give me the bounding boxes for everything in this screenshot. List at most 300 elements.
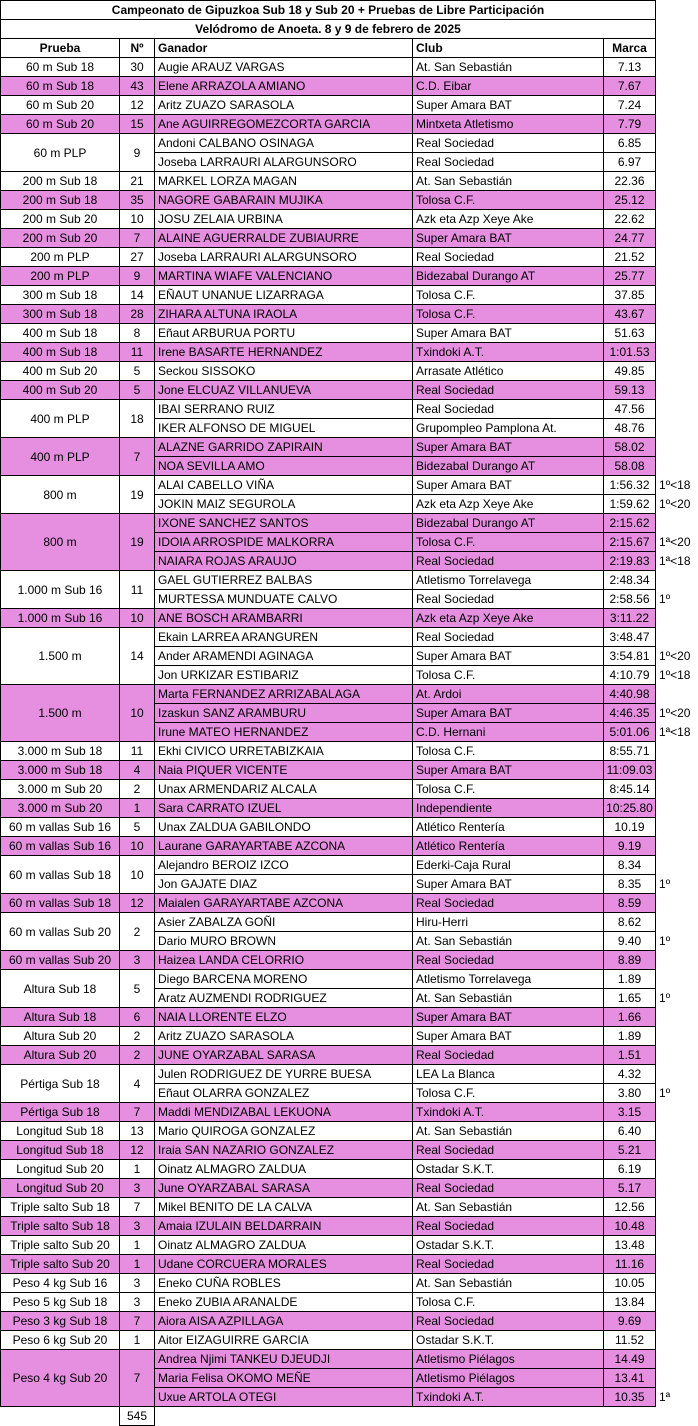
mark-value: 48.76 <box>604 419 656 438</box>
table-row <box>1 1065 698 1084</box>
header-no: Nº <box>120 39 155 58</box>
event-name: 60 m vallas Sub 20 <box>1 913 120 951</box>
winner-name: Laurane GARAYARTABE AZCONA <box>155 837 413 856</box>
winner-name: Jone ELCUAZ VILLANUEVA <box>155 381 413 400</box>
club-name: Hiru-Herri <box>413 913 604 932</box>
event-name: Triple salto Sub 20 <box>1 1236 120 1255</box>
mark-value: 8:45.14 <box>604 780 656 799</box>
mark-value: 11.16 <box>604 1255 656 1274</box>
table-row <box>1 1198 698 1217</box>
mark-value: 2:48.34 <box>604 571 656 590</box>
winner-name: Uxue ARTOLA OTEGI <box>155 1388 413 1407</box>
extra-note <box>656 1312 698 1331</box>
table-row <box>1 229 698 248</box>
winner-name: NAIARA ROJAS ARAUJO <box>155 552 413 571</box>
event-name: 1.500 m <box>1 628 120 685</box>
winner-name: Eñaut OLARRA GONZALEZ <box>155 1084 413 1103</box>
table-row <box>1 362 698 381</box>
extra-note <box>656 210 698 229</box>
header-row <box>1 39 698 58</box>
winner-name: Ekain LARREA ARANGUREN <box>155 628 413 647</box>
winner-name: Irene BASARTE HERNANDEZ <box>155 343 413 362</box>
extra-note: 1ª<18 <box>659 554 691 568</box>
extra-note: 1º <box>659 592 671 606</box>
table-row <box>1 1217 698 1236</box>
participant-count: 9 <box>120 267 155 286</box>
participant-count: 1 <box>120 799 155 818</box>
winner-name: Mario QUIROGA GONZALEZ <box>155 1122 413 1141</box>
mark-value: 59.13 <box>604 381 656 400</box>
winner-name: IDOIA ARROSPIDE MALKORRA <box>155 533 413 552</box>
club-name: Ostadar S.K.T. <box>413 1236 604 1255</box>
club-name: Super Amara BAT <box>413 1027 604 1046</box>
winner-name: NAIA LLORENTE ELZO <box>155 1008 413 1027</box>
winner-name: Andoni CALBANO OSINAGA <box>155 134 413 153</box>
participant-count: 2 <box>120 780 155 799</box>
table-row <box>1 267 698 286</box>
event-name: Altura Sub 18 <box>1 1008 120 1027</box>
participant-count: 12 <box>120 894 155 913</box>
table-row <box>1 894 698 913</box>
mark-value: 2:19.83 <box>604 552 656 571</box>
extra-note <box>656 400 698 419</box>
event-name: 200 m Sub 18 <box>1 191 120 210</box>
extra-note: 1º<20 <box>659 706 691 720</box>
event-name: Longitud Sub 18 <box>1 1122 120 1141</box>
mark-value: 5:01.06 <box>604 723 656 742</box>
participant-count: 11 <box>120 343 155 362</box>
mark-value: 4:46.35 <box>604 704 656 723</box>
mark-value: 6.97 <box>604 153 656 172</box>
winner-name: Eneko ZUBIA ARANALDE <box>155 1293 413 1312</box>
participant-count: 2 <box>120 1027 155 1046</box>
club-name: Super Amara BAT <box>413 438 604 457</box>
participant-count: 5 <box>120 381 155 400</box>
mark-value: 9.69 <box>604 1312 656 1331</box>
winner-name: Irune MATEO HERNANDEZ <box>155 723 413 742</box>
extra-note <box>656 134 698 153</box>
event-name: 200 m Sub 20 <box>1 210 120 229</box>
mark-value: 22.62 <box>604 210 656 229</box>
extra-note: 1º<20 <box>659 497 691 511</box>
extra-note: 1º <box>659 1086 671 1100</box>
event-name: 60 m vallas Sub 16 <box>1 837 120 856</box>
mark-value: 4:40.98 <box>604 685 656 704</box>
event-name: Triple salto Sub 18 <box>1 1198 120 1217</box>
participant-count: 7 <box>120 438 155 476</box>
extra-note: 1º<20 <box>659 649 691 663</box>
table-row <box>1 761 698 780</box>
extra-note: 1º <box>659 991 671 1005</box>
club-name: Grupompleo Pamplona At. <box>413 419 604 438</box>
table-row <box>1 818 698 837</box>
mark-value: 25.12 <box>604 191 656 210</box>
event-name: 400 m PLP <box>1 438 120 476</box>
table-row <box>1 1122 698 1141</box>
winner-name: Eneko CUÑA ROBLES <box>155 1274 413 1293</box>
participant-count: 7 <box>120 1103 155 1122</box>
mark-value: 13.41 <box>604 1369 656 1388</box>
table-row <box>1 628 698 647</box>
club-name: Real Sociedad <box>413 153 604 172</box>
event-name: 3.000 m Sub 18 <box>1 761 120 780</box>
club-name: Azk eta Azp Xeye Ake <box>413 210 604 229</box>
event-name: Peso 5 kg Sub 18 <box>1 1293 120 1312</box>
winner-name: Asier ZABALZA GOÑI <box>155 913 413 932</box>
mark-value: 7.13 <box>604 58 656 77</box>
event-name: Peso 6 kg Sub 20 <box>1 1331 120 1350</box>
club-name: Real Sociedad <box>413 1312 604 1331</box>
participant-count: 15 <box>120 115 155 134</box>
table-row <box>1 856 698 875</box>
winner-name: Sara CARRATO IZUEL <box>155 799 413 818</box>
participant-count: 35 <box>120 191 155 210</box>
event-name: 60 m Sub 18 <box>1 58 120 77</box>
mark-value: 10.48 <box>604 1217 656 1236</box>
participant-count: 8 <box>120 324 155 343</box>
event-name: 1.000 m Sub 16 <box>1 571 120 609</box>
club-name: At. San Sebastián <box>413 172 604 191</box>
participant-count: 10 <box>120 210 155 229</box>
winner-name: ZIHARA ALTUNA IRAOLA <box>155 305 413 324</box>
mark-value: 13.48 <box>604 1236 656 1255</box>
table-row <box>1 685 698 704</box>
event-name: 60 m Sub 18 <box>1 77 120 96</box>
winner-name: Joseba LARRAURI ALARGUNSORO <box>155 153 413 172</box>
club-name: At. San Sebastián <box>413 1198 604 1217</box>
mark-value: 7.67 <box>604 77 656 96</box>
club-name: Real Sociedad <box>413 1141 604 1160</box>
mark-value: 4.32 <box>604 1065 656 1084</box>
event-name: 60 m Sub 20 <box>1 96 120 115</box>
participant-count: 21 <box>120 172 155 191</box>
event-name: Peso 4 kg Sub 20 <box>1 1350 120 1407</box>
participant-count: 10 <box>120 856 155 894</box>
extra-note: 1º <box>659 934 671 948</box>
event-name: 400 m Sub 18 <box>1 324 120 343</box>
extra-note <box>656 514 698 533</box>
winner-name: Marta FERNANDEZ ARRIZABALAGA <box>155 685 413 704</box>
participant-count: 4 <box>120 1065 155 1103</box>
event-name: 200 m PLP <box>1 248 120 267</box>
club-name: Atletismo Torrelavega <box>413 571 604 590</box>
header-prueba: Prueba <box>1 39 120 58</box>
extra-note <box>656 1141 698 1160</box>
mark-value: 5.21 <box>604 1141 656 1160</box>
extra-note <box>656 780 698 799</box>
extra-note <box>656 1179 698 1198</box>
table-row <box>1 343 698 362</box>
extra-note <box>656 457 698 476</box>
event-name: 60 m PLP <box>1 134 120 172</box>
extra-note <box>656 229 698 248</box>
table-row <box>1 571 698 590</box>
participant-count: 6 <box>120 1008 155 1027</box>
extra-note: 1º<18 <box>659 478 691 492</box>
winner-name: Aratz AUZMENDI RODRIGUEZ <box>155 989 413 1008</box>
event-name: 400 m PLP <box>1 400 120 438</box>
extra-note <box>656 951 698 970</box>
sheet-title: Campeonato de Gipuzkoa Sub 18 y Sub 20 + Pruebas de Libre Participación <box>1 1 656 20</box>
club-name: Real Sociedad <box>413 894 604 913</box>
extra-note <box>656 58 698 77</box>
extra-note: 1º <box>659 877 671 891</box>
participant-count: 5 <box>120 970 155 1008</box>
mark-value: 10.05 <box>604 1274 656 1293</box>
extra-note <box>656 818 698 837</box>
mark-value: 9.19 <box>604 837 656 856</box>
winner-name: Izaskun SANZ ARAMBURU <box>155 704 413 723</box>
mark-value: 2:15.62 <box>604 514 656 533</box>
table-row <box>1 951 698 970</box>
participant-count: 1 <box>120 1236 155 1255</box>
mark-value: 4:10.79 <box>604 666 656 685</box>
club-name: Bidezabal Durango AT <box>413 457 604 476</box>
winner-name: Aiora AISA AZPILLAGA <box>155 1312 413 1331</box>
winner-name: Seckou SISSOKO <box>155 362 413 381</box>
event-name: Pértiga Sub 18 <box>1 1103 120 1122</box>
winner-name: JOSU ZELAIA URBINA <box>155 210 413 229</box>
winner-name: Iraia SAN NAZARIO GONZALEZ <box>155 1141 413 1160</box>
club-name: Ederki-Caja Rural <box>413 856 604 875</box>
club-name: Txindoki A.T. <box>413 343 604 362</box>
table-row <box>1 1293 698 1312</box>
event-name: 60 m vallas Sub 20 <box>1 951 120 970</box>
club-name: Super Amara BAT <box>413 1008 604 1027</box>
extra-note: 1ª<18 <box>659 725 691 739</box>
mark-value: 5.17 <box>604 1179 656 1198</box>
event-name: 3.000 m Sub 20 <box>1 780 120 799</box>
table-row <box>1 172 698 191</box>
mark-value: 8.59 <box>604 894 656 913</box>
winner-name: MARKEL LORZA MAGAN <box>155 172 413 191</box>
table-row <box>1 210 698 229</box>
club-name: At. San Sebastián <box>413 989 604 1008</box>
mark-value: 10.19 <box>604 818 656 837</box>
club-name: Real Sociedad <box>413 1255 604 1274</box>
club-name: Txindoki A.T. <box>413 1103 604 1122</box>
blank-cell <box>413 1407 604 1426</box>
sheet-subtitle: Velódromo de Anoeta. 8 y 9 de febrero de 2025 <box>1 20 656 39</box>
participant-count: 3 <box>120 1274 155 1293</box>
participant-count: 1 <box>120 1160 155 1179</box>
table-row <box>1 1103 698 1122</box>
mark-value: 8.89 <box>604 951 656 970</box>
subtitle-row <box>1 20 698 39</box>
table-row <box>1 799 698 818</box>
event-name: 200 m Sub 20 <box>1 229 120 248</box>
table-row <box>1 609 698 628</box>
club-name: LEA La Blanca <box>413 1065 604 1084</box>
event-name: 800 m <box>1 514 120 571</box>
participant-count: 11 <box>120 571 155 609</box>
extra-note <box>656 1350 698 1369</box>
extra-note <box>656 1255 698 1274</box>
event-name: Peso 4 kg Sub 16 <box>1 1274 120 1293</box>
winner-name: ALAI CABELLO VIÑA <box>155 476 413 495</box>
participant-count: 14 <box>120 628 155 685</box>
winner-name: Aritz ZUAZO SARASOLA <box>155 96 413 115</box>
mark-value: 22.36 <box>604 172 656 191</box>
extra-note <box>656 1103 698 1122</box>
event-name: 60 m vallas Sub 18 <box>1 894 120 913</box>
mark-value: 9.40 <box>604 932 656 951</box>
club-name: Real Sociedad <box>413 248 604 267</box>
event-name: Longitud Sub 20 <box>1 1179 120 1198</box>
winner-name: Aitor EIZAGUIRRE GARCIA <box>155 1331 413 1350</box>
winner-name: Elene ARRAZOLA AMIANO <box>155 77 413 96</box>
mark-value: 3.80 <box>604 1084 656 1103</box>
mark-value: 1.65 <box>604 989 656 1008</box>
event-name: 300 m Sub 18 <box>1 305 120 324</box>
club-name: At. San Sebastián <box>413 1122 604 1141</box>
club-name: Mintxeta Atletismo <box>413 115 604 134</box>
winner-name: IKER ALFONSO DE MIGUEL <box>155 419 413 438</box>
extra-note <box>656 305 698 324</box>
extra-note <box>656 343 698 362</box>
total-row <box>1 1407 698 1426</box>
mark-value: 13.84 <box>604 1293 656 1312</box>
blank-cell <box>1 1407 120 1426</box>
winner-name: GAEL GUTIERREZ BALBAS <box>155 571 413 590</box>
header-club: Club <box>413 39 604 58</box>
winner-name: ALAZNE GARRIDO ZAPIRAIN <box>155 438 413 457</box>
table-row <box>1 1312 698 1331</box>
extra-note <box>656 419 698 438</box>
mark-value: 58.02 <box>604 438 656 457</box>
winner-name: Maria Felisa OKOMO MEÑE <box>155 1369 413 1388</box>
extra-note <box>656 799 698 818</box>
extra-note <box>656 1008 698 1027</box>
mark-value: 1.66 <box>604 1008 656 1027</box>
winner-name: Amaia IZULAIN BELDARRAIN <box>155 1217 413 1236</box>
extra-note <box>656 96 698 115</box>
extra-note <box>656 153 698 172</box>
participant-count: 3 <box>120 1293 155 1312</box>
table-row <box>1 1160 698 1179</box>
participant-count: 27 <box>120 248 155 267</box>
extra-note <box>656 970 698 989</box>
mark-value: 11.52 <box>604 1331 656 1350</box>
mark-value: 1.89 <box>604 970 656 989</box>
extra-note <box>656 571 698 590</box>
mark-value: 1.51 <box>604 1046 656 1065</box>
club-name: Tolosa C.F. <box>413 533 604 552</box>
table-row <box>1 286 698 305</box>
participant-count: 3 <box>120 951 155 970</box>
event-name: 400 m Sub 20 <box>1 362 120 381</box>
event-name: Altura Sub 18 <box>1 970 120 1008</box>
table-row <box>1 780 698 799</box>
extra-note <box>656 628 698 647</box>
participant-count: 5 <box>120 362 155 381</box>
blank-cell <box>656 1407 698 1426</box>
club-name: Atletismo Piélagos <box>413 1369 604 1388</box>
extra-note <box>656 191 698 210</box>
extra-note: 1º<18 <box>659 668 691 682</box>
event-name: Peso 3 kg Sub 18 <box>1 1312 120 1331</box>
mark-value: 10:25.80 <box>604 799 656 818</box>
club-name: At. San Sebastián <box>413 1274 604 1293</box>
winner-name: Ander ARAMENDI AGINAGA <box>155 647 413 666</box>
extra-note <box>656 1065 698 1084</box>
participant-count: 1 <box>120 1331 155 1350</box>
extra-note <box>656 894 698 913</box>
title-row <box>1 1 698 20</box>
table-row <box>1 58 698 77</box>
event-name: 60 m vallas Sub 16 <box>1 818 120 837</box>
winner-name: Jon URKIZAR ESTIBARIZ <box>155 666 413 685</box>
club-name: Super Amara BAT <box>413 761 604 780</box>
club-name: Atletismo Piélagos <box>413 1350 604 1369</box>
winner-name: Diego BARCENA MORENO <box>155 970 413 989</box>
mark-value: 37.85 <box>604 286 656 305</box>
header-ganador: Ganador <box>155 39 413 58</box>
club-name: At. Ardoi <box>413 685 604 704</box>
event-name: 3.000 m Sub 20 <box>1 799 120 818</box>
participant-count: 28 <box>120 305 155 324</box>
extra-note <box>656 1027 698 1046</box>
extra-note <box>656 77 698 96</box>
club-name: Super Amara BAT <box>413 229 604 248</box>
table-row <box>1 438 698 457</box>
extra-note <box>656 1122 698 1141</box>
extra-note <box>656 324 698 343</box>
mark-value: 1:59.62 <box>604 495 656 514</box>
extra-note <box>656 1046 698 1065</box>
extra-note <box>656 1236 698 1255</box>
mark-value: 25.77 <box>604 267 656 286</box>
table-row <box>1 324 698 343</box>
club-name: Tolosa C.F. <box>413 305 604 324</box>
winner-name: Mikel BENITO DE LA CALVA <box>155 1198 413 1217</box>
table-row <box>1 1046 698 1065</box>
event-name: 400 m Sub 18 <box>1 343 120 362</box>
winner-name: Eñaut ARBURUA PORTU <box>155 324 413 343</box>
header-marca: Marca <box>604 39 656 58</box>
mark-value: 10.35 <box>604 1388 656 1407</box>
participant-count: 10 <box>120 609 155 628</box>
club-name: Azk eta Azp Xeye Ake <box>413 495 604 514</box>
event-name: 3.000 m Sub 18 <box>1 742 120 761</box>
winner-name: Augie ARAUZ VARGAS <box>155 58 413 77</box>
extra-note <box>656 1369 698 1388</box>
winner-name: NAGORE GABARAIN MUJIKA <box>155 191 413 210</box>
table-row <box>1 115 698 134</box>
winner-name: Joseba LARRAURI ALARGUNSORO <box>155 248 413 267</box>
club-name: Tolosa C.F. <box>413 1084 604 1103</box>
extra-note <box>656 742 698 761</box>
participant-count: 2 <box>120 1046 155 1065</box>
participant-count: 7 <box>120 1312 155 1331</box>
event-name: 200 m PLP <box>1 267 120 286</box>
club-name: Txindoki A.T. <box>413 1388 604 1407</box>
winner-name: ALAINE AGUERRALDE ZUBIAURRE <box>155 229 413 248</box>
event-name: 300 m Sub 18 <box>1 286 120 305</box>
extra-note: 1ª<20 <box>659 535 691 549</box>
winner-name: Ane AGUIRREGOMEZCORTA GARCIA <box>155 115 413 134</box>
table-row <box>1 1236 698 1255</box>
table-row <box>1 248 698 267</box>
mark-value: 1:01.53 <box>604 343 656 362</box>
event-name: Altura Sub 20 <box>1 1027 120 1046</box>
event-name: 800 m <box>1 476 120 514</box>
club-name: Tolosa C.F. <box>413 742 604 761</box>
winner-name: JOKIN MAIZ SEGUROLA <box>155 495 413 514</box>
extra-note <box>656 856 698 875</box>
participant-count: 7 <box>120 1350 155 1407</box>
club-name: Bidezabal Durango AT <box>413 267 604 286</box>
